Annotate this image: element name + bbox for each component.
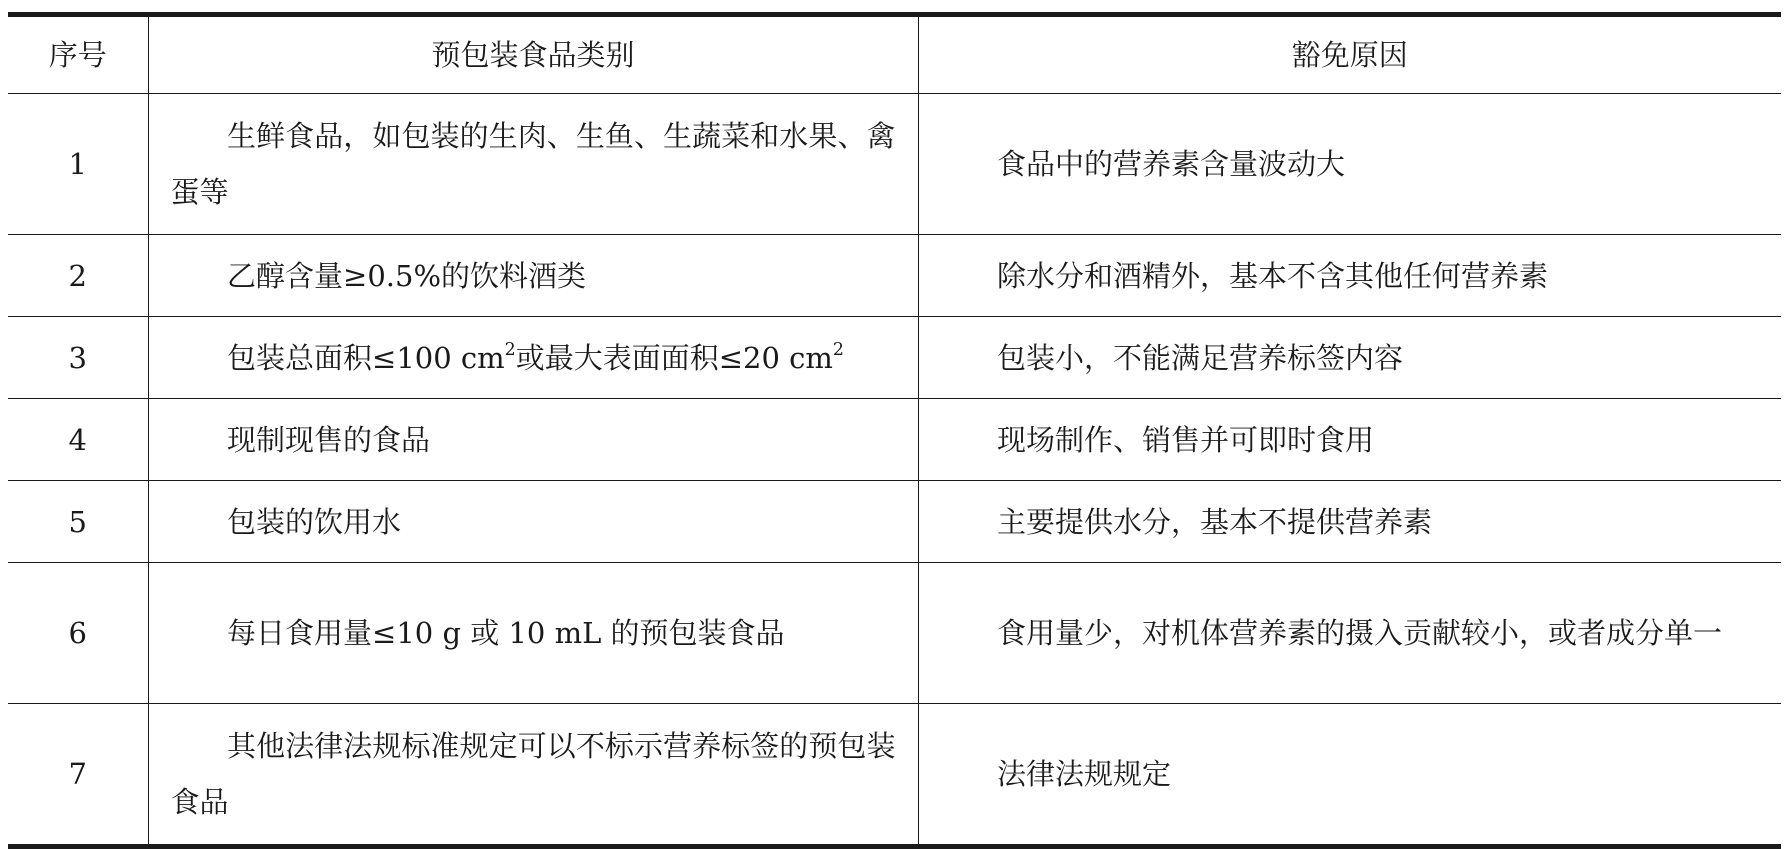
row-reason: 现场制作、销售并可即时食用 — [918, 399, 1781, 481]
row-reason: 法律法规规定 — [918, 704, 1781, 847]
row-number: 1 — [8, 94, 148, 235]
table-row — [8, 235, 1781, 317]
category-text-part: 包装总面积≤100 cm — [227, 340, 505, 375]
row-category: 包装的饮用水 — [148, 481, 918, 563]
row-number: 3 — [8, 317, 148, 399]
row-number: 2 — [8, 235, 148, 317]
row-category: 乙醇含量≥0.5%的饮料酒类 — [148, 235, 918, 317]
row-reason: 除水分和酒精外，基本不含其他任何营养素 — [918, 235, 1781, 317]
table-row — [8, 94, 1781, 235]
table-row — [8, 317, 1781, 399]
row-reason: 包装小，不能满足营养标签内容 — [918, 317, 1781, 399]
header-food-category: 预包装食品类别 — [148, 15, 918, 94]
row-number: 7 — [8, 704, 148, 847]
header-serial-number: 序号 — [8, 15, 148, 94]
row-category — [148, 317, 918, 399]
table-header-row — [8, 15, 1781, 94]
row-reason: 主要提供水分，基本不提供营养素 — [918, 481, 1781, 563]
row-number: 4 — [8, 399, 148, 481]
row-category: 其他法律法规标准规定可以不标示营养标签的预包装食品 — [148, 704, 918, 847]
category-text-part: 或最大表面面积≤20 cm — [515, 340, 833, 375]
exemption-table — [8, 12, 1781, 849]
table-row — [8, 481, 1781, 563]
superscript-2: 2 — [832, 339, 844, 360]
row-reason: 食品中的营养素含量波动大 — [918, 94, 1781, 235]
table-row — [8, 399, 1781, 481]
table-row — [8, 704, 1781, 847]
row-reason: 食用量少，对机体营养素的摄入贡献较小，或者成分单一 — [918, 563, 1781, 704]
row-number: 5 — [8, 481, 148, 563]
row-category: 现制现售的食品 — [148, 399, 918, 481]
row-category: 每日食用量≤10 g 或 10 mL 的预包装食品 — [148, 563, 918, 704]
header-exemption-reason: 豁免原因 — [918, 15, 1781, 94]
superscript-2: 2 — [504, 339, 516, 360]
row-number: 6 — [8, 563, 148, 704]
exemption-table-container — [8, 12, 1781, 849]
row-category: 生鲜食品，如包装的生肉、生鱼、生蔬菜和水果、禽蛋等 — [148, 94, 918, 235]
table-row — [8, 563, 1781, 704]
